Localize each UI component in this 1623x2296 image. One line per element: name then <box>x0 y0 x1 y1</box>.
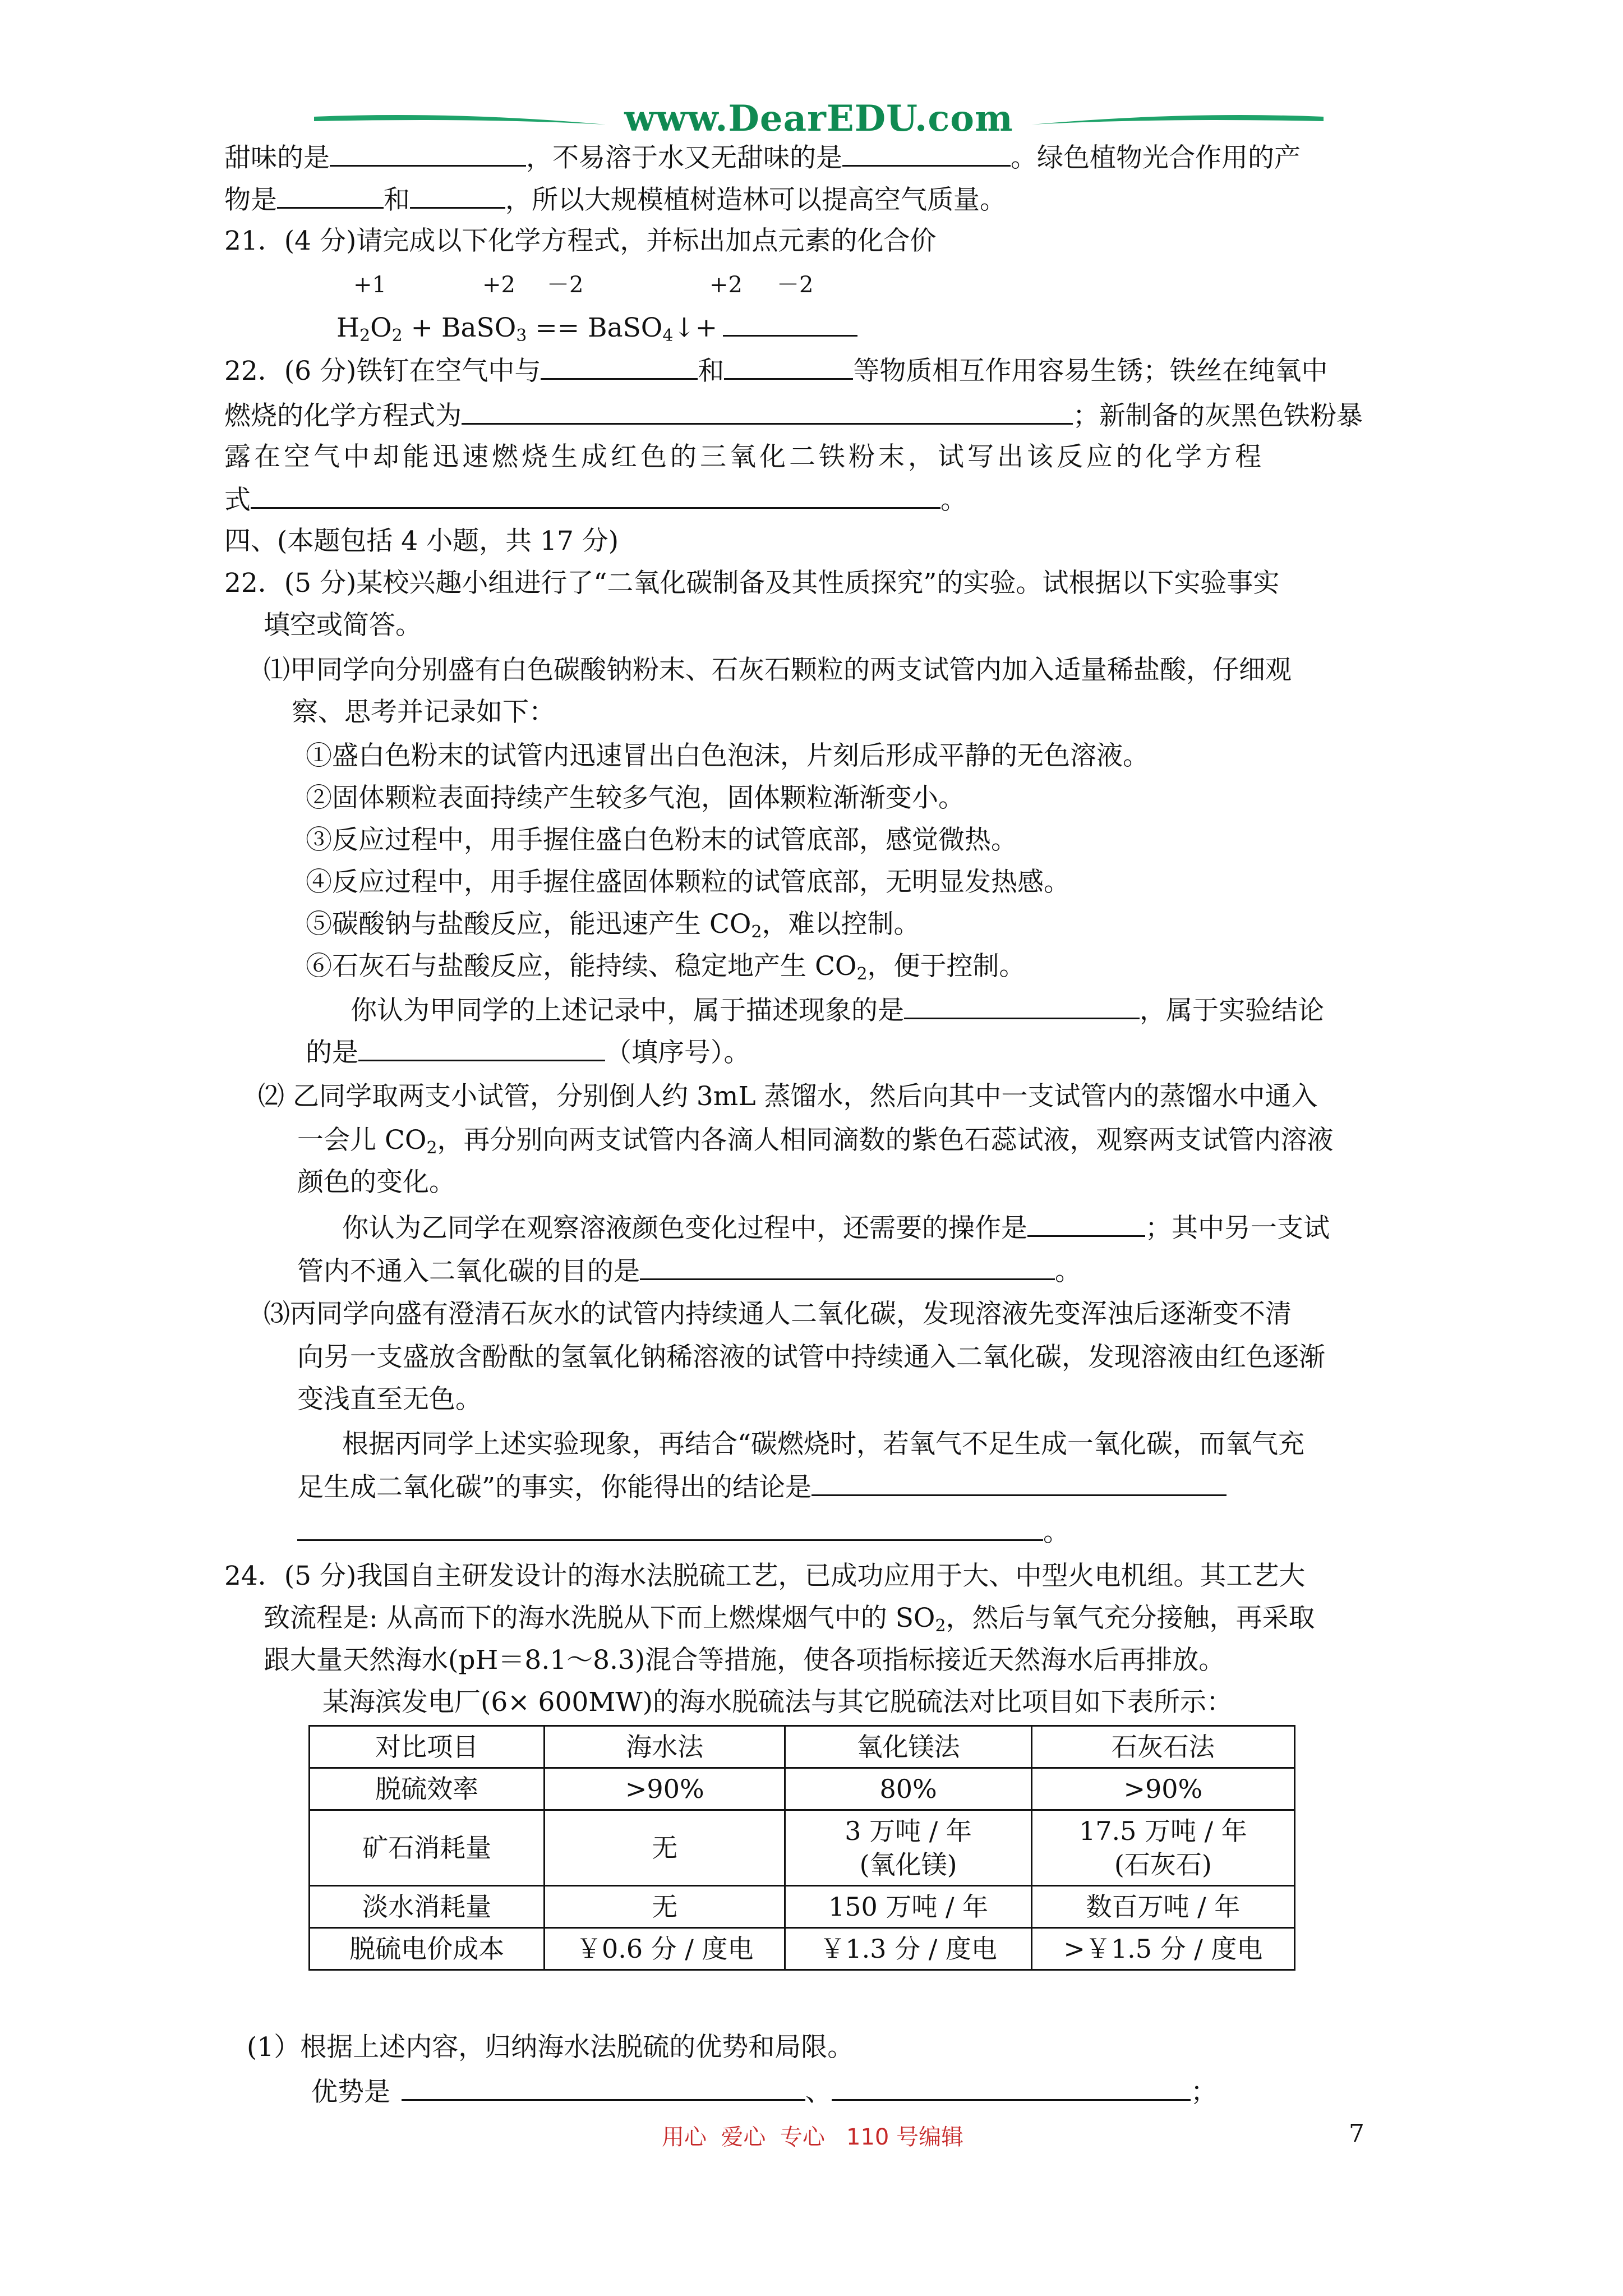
table-header-row <box>310 1726 1295 1768</box>
q24-line-1: 24．(5 分)我国自主研发设计的海水法脱硫工艺，已成功应用于大、中型火电机组。其工艺大 <box>224 1561 1306 1591</box>
answer-blank[interactable] <box>724 353 853 380</box>
answer-blank[interactable] <box>358 1035 605 1061</box>
answer-blank[interactable] <box>462 398 1073 425</box>
observation-item: ①盛白色粉末的试管内迅速冒出白色泡沫，片刻后形成平静的无色溶液。 <box>306 740 1149 771</box>
answer-blank[interactable] <box>277 182 384 209</box>
table-cell: >￥1.5 分 / 度电 <box>1031 1928 1294 1970</box>
table-cell: 无 <box>545 1810 785 1886</box>
table-cell: 3 万吨 / 年 (氧化镁) <box>785 1810 1031 1886</box>
table-cell: ￥0.6 分 / 度电 <box>545 1928 785 1970</box>
q22b-stem-2: 填空或简答。 <box>264 610 422 641</box>
table-row <box>310 1810 1295 1886</box>
q22a-line-1: 22．(6 分)铁钉在空气中与 和 等物质相互作用容易生锈；铁丝在纯氧中 <box>224 353 1436 388</box>
document-page: www.DearEDU.com 甜味的是 ，不易溶于水又无甜味的是 。绿色植物光合作用的产 物是 和 ，所以大规模植树造林可以提高空气质量。 21．(4 分)请完成以下化学方程式，并标出加点元素的化合价 +1 +2 －2 +2 －2 $H_2O_2$ + BaSO$_3$ == BaSO$_4$↓+ 22．(6 分)铁钉在空气中与 和 等物质相互作用容易生锈；铁丝在纯氧中 燃烧的化学方程式为 ；新制备的灰黑色铁粉暴 露在空气中却能迅速燃烧生成红色的三氧化二铁粉末，试写出该反应的化学方程 式 。 四、(本题包括 4 小题，共 17 分) 22．(5 分)某校兴趣小组进行了“二氧化碳制备及其性质探究”的实验。试根据以下实验事实 填空或简答。 ⑴甲同学向分别盛有白色碳酸钠粉末、石灰石颗粒的两支试管内加入适量稀盐酸，仔细观 察、思考并记录如下： ①盛白色粉末的试管内迅速冒出白色泡沫，片刻后形成平静的无色溶液。 ②固体颗粒表面持续产生较多气泡，固体颗粒渐渐变小。 ③反应过程中，用手握住盛白色粉末的试管底部，感觉微热。 ④反应过程中，用手握住盛固体颗粒的试管底部，无明显发热感。 ⑤碳酸钠与盐酸反应，能迅速产生 $CO_2$，难以控制。 ⑥石灰石与盐酸反应，能持续、稳定地产生 $CO_2$，便于控制。 你认为甲同学的上述记录中，属于描述现象的是 ，属于实验结论 的是 （填序号）。 ⑵ 乙同学取两支小试管，分别倒人约 3mL 蒸馏水，然后向其中一支试管内的蒸馏水中通入 一会儿 $CO_2$，再分别向两支试管内各滴人相同滴数的紫色石蕊试液，观察两支试管内溶液 颜色的变化。 你认为乙同学在观察溶液颜色变化过程中，还需要的操作是 ；其中另一支试 管内不通入二氧化碳的目的是 。 ⑶丙同学向盛有澄清石灰水的试管内持续通人二氧化碳，发现溶液先变浑浊后逐渐变不清 向另一支盛放含酚酞的氢氧化钠稀溶液的试管中持续通入二氧化碳，发现溶液由红色逐渐 变浅直至无色。 根据丙同学上述实验现象，再结合“碳燃烧时，若氧气不足生成一氧化碳，而氧气充 足生成二氧化碳”的事实，你能得出的结论是 。 24．(5 分)我国自主研发设计的海水法脱硫工艺，已成功应用于大、中型火电机组。其工艺大 致流程是: 从高而下的海水洗脱从下而上燃煤烟气中的 $SO_2$，然后与氧气充分接触，再采取 跟大量天然海水(pH＝8.1～8.3)混合等措施，使各项指标接近天然海水后再排放。 某海滨发电厂(6× 600MW)的海水脱硫法与其它脱硫法对比项目如下表所示： 对比项目 海水法 氧化镁法 石灰石法 脱硫效率 >90% 80% >90% 矿石消耗量 无 3 万吨 / 年 (氧化镁) 17.5 万吨 / 年 (石灰石) 淡水消耗量 无 150 万吨 / 年 数百万吨 / 年 脱硫电价成本 ￥0.6 分 / 度电 ￥1.3 分 / 度电 >￥1.5 分 / 度电 (1）根据上述内容，归纳海水法脱硫的优势和局限。 优势是 、 ； 用心 爱心 专心 110 号编辑 7 <box>0 0 1623 2296</box>
q22b-part1-line-1: ⑴甲同学向分别盛有白色碳酸钠粉末、石灰石颗粒的两支试管内加入适量稀盐酸，仔细观 <box>264 655 1292 685</box>
table-cell: ￥1.3 分 / 度电 <box>785 1928 1031 1970</box>
table-row <box>310 1928 1295 1970</box>
q22b-part2-line-1: ⑵ 乙同学取两支小试管，分别倒人约 3mL 蒸馏水，然后向其中一支试管内的蒸馏水中通入 <box>258 1081 1318 1112</box>
q22b-ask-2: 的是 （填序号）。 <box>306 1035 1517 1070</box>
q22b-part3-line-2: 向另一支盛放含酚酞的氢氧化钠稀溶液的试管中持续通入二氧化碳，发现溶液由红色逐渐 <box>297 1342 1325 1373</box>
footer-text: 用心 爱心 专心 110 号编辑 <box>662 2124 964 2150</box>
table-cell: 脱硫电价成本 <box>310 1928 545 1970</box>
answer-blank[interactable] <box>640 1254 1055 1280</box>
answer-blank[interactable] <box>330 140 526 167</box>
table-cell: 17.5 万吨 / 年 (石灰石) <box>1031 1810 1294 1886</box>
answer-blank[interactable] <box>832 2074 1191 2101</box>
table-cell: 150 万吨 / 年 <box>785 1886 1031 1928</box>
q22b-part3-line-3: 变浅直至无色。 <box>297 1384 482 1415</box>
q24-sub-1: (1）根据上述内容，归纳海水法脱硫的优势和局限。 <box>247 2032 854 2063</box>
q22b-part3-ask-3: 。 <box>297 1515 1509 1549</box>
observation-item: ④反应过程中，用手握住盛固体颗粒的试管底部，无明显发热感。 <box>306 867 1070 898</box>
table-header-cell: 氧化镁法 <box>785 1726 1031 1768</box>
answer-blank[interactable] <box>1027 1211 1145 1237</box>
q22b-part2-ask-2: 管内不通入二氧化碳的目的是 。 <box>297 1254 1509 1289</box>
q24-line-4: 某海滨发电厂(6× 600MW)的海水脱硫法与其它脱硫法对比项目如下表所示： <box>322 1687 1233 1718</box>
answer-blank[interactable] <box>723 310 857 337</box>
q22b-part1-line-2: 察、思考并记录如下： <box>292 697 555 728</box>
q24-line-3: 跟大量天然海水(pH＝8.1～8.3)混合等措施，使各项指标接近天然海水后再排放。 <box>264 1645 1225 1676</box>
site-url[interactable]: www.DearEDU.com <box>624 98 1013 140</box>
q24-line-2: 致流程是: 从高而下的海水洗脱从下而上燃煤烟气中的 $SO_2$，然后与氧气充分接触，再采取 <box>264 1603 1315 1636</box>
observation-item: ⑥石灰石与盐酸反应，能持续、稳定地产生 $CO_2$，便于控制。 <box>306 951 1026 984</box>
answer-blank[interactable] <box>410 182 505 209</box>
answer-blank[interactable] <box>251 482 940 509</box>
table-cell: 淡水消耗量 <box>310 1886 545 1928</box>
q22b-part2-line-2: 一会儿 $CO_2$，再分别向两支试管内各滴人相同滴数的紫色石蕊试液，观察两支试管内溶液 <box>297 1125 1334 1158</box>
q20-line-2: 物是 和 ，所以大规模植树造林可以提高空气质量。 <box>224 182 1436 217</box>
observation-item: ⑤碳酸钠与盐酸反应，能迅速产生 $CO_2$，难以控制。 <box>306 909 920 942</box>
table-header-cell: 对比项目 <box>310 1726 545 1768</box>
table-cell: >90% <box>1031 1768 1294 1810</box>
q22a-line-3: 露在空气中却能迅速燃烧生成红色的三氧化二铁粉末，试写出该反应的化学方程 <box>224 441 1265 472</box>
answer-blank[interactable] <box>811 1470 1227 1496</box>
observation-item: ②固体颗粒表面持续产生较多气泡，固体颗粒渐渐变小。 <box>306 783 965 813</box>
q21-equation: $H_2O_2$ + BaSO$_3$ == BaSO$_4$↓+ <box>336 310 1009 345</box>
q21-stem: 21．(4 分)请完成以下化学方程式，并标出加点元素的化合价 <box>224 226 937 256</box>
comparison-table <box>308 1725 1295 1971</box>
site-header <box>314 95 1324 146</box>
answer-blank[interactable] <box>842 140 1011 167</box>
table-cell: >90% <box>545 1768 785 1810</box>
table-header-cell: 海水法 <box>545 1726 785 1768</box>
table-cell: 矿石消耗量 <box>310 1810 545 1886</box>
table-cell: 80% <box>785 1768 1031 1810</box>
q22a-line-2: 燃烧的化学方程式为 ；新制备的灰黑色铁粉暴 <box>224 398 1436 433</box>
q22b-part2-line-3: 颜色的变化。 <box>297 1167 455 1198</box>
q24-advantages: 优势是 、 ； <box>311 2074 1523 2109</box>
answer-blank[interactable] <box>297 1515 1043 1541</box>
table-cell: 无 <box>545 1886 785 1928</box>
q22b-part2-ask-1: 你认为乙同学在观察溶液颜色变化过程中，还需要的操作是 ；其中另一支试 <box>342 1211 1553 1245</box>
page-number: 7 <box>1349 2119 1364 2148</box>
q22b-part3-line-1: ⑶丙同学向盛有澄清石灰水的试管内持续通人二氧化碳，发现溶液先变浑浊后逐渐变不清 <box>264 1299 1292 1329</box>
table-cell: 数百万吨 / 年 <box>1031 1886 1294 1928</box>
q22a-line-4: 式 。 <box>224 482 1436 517</box>
answer-blank[interactable] <box>402 2074 805 2101</box>
table-header-cell: 石灰石法 <box>1031 1726 1294 1768</box>
table-row <box>310 1886 1295 1928</box>
observation-item: ③反应过程中，用手握住盛白色粉末的试管底部，感觉微热。 <box>306 825 1017 855</box>
q22b-ask-1: 你认为甲同学的上述记录中，属于描述现象的是 ，属于实验结论 <box>351 993 1562 1028</box>
q22b-part3-ask-1: 根据丙同学上述实验现象，再结合“碳燃烧时，若氧气不足生成一氧化碳，而氧气充 <box>342 1429 1305 1460</box>
q20-line-1: 甜味的是 ，不易溶于水又无甜味的是 。绿色植物光合作用的产 <box>224 140 1436 175</box>
q22b-part3-ask-2: 足生成二氧化碳”的事实，你能得出的结论是 <box>297 1470 1509 1504</box>
section-heading: 四、(本题包括 4 小题，共 17 分) <box>224 526 619 556</box>
answer-blank[interactable] <box>904 993 1140 1019</box>
answer-blank[interactable] <box>541 353 698 380</box>
table-cell: 脱硫效率 <box>310 1768 545 1810</box>
q22b-stem-1: 22．(5 分)某校兴趣小组进行了“二氧化碳制备及其性质探究”的实验。试根据以下实验事实 <box>224 568 1280 599</box>
table-row <box>310 1768 1295 1810</box>
